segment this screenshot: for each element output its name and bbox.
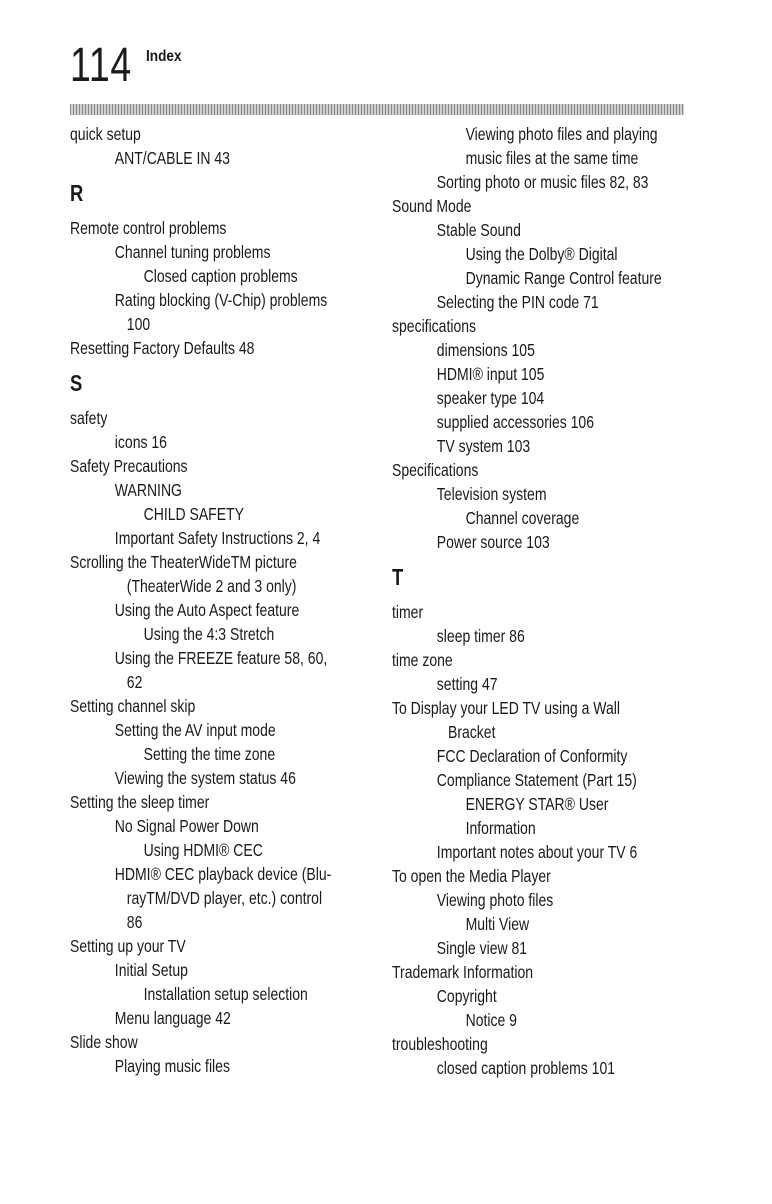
index-entry: Using the Auto Aspect feature bbox=[114, 600, 300, 620]
index-entry: Important notes about your TV 6 bbox=[436, 842, 638, 862]
index-entry: Resetting Factory Defaults 48 bbox=[70, 338, 255, 358]
index-entry: Television system bbox=[436, 484, 547, 504]
index-entry: time zone bbox=[392, 650, 453, 670]
index-entry: Safety Precautions bbox=[70, 456, 188, 476]
index-entry: timer bbox=[392, 602, 424, 622]
index-entry: Using the FREEZE feature 58, 60, bbox=[114, 648, 328, 668]
index-entry: troubleshooting bbox=[392, 1034, 488, 1054]
index-entry: Stable Sound bbox=[436, 220, 521, 240]
index-column-right bbox=[392, 122, 692, 1080]
index-entry: Setting channel skip bbox=[70, 696, 196, 716]
index-entry: Rating blocking (V-Chip) problems bbox=[114, 290, 328, 310]
index-entry: Slide show bbox=[70, 1032, 138, 1052]
index-entry: ANT/CABLE IN 43 bbox=[114, 148, 230, 168]
index-entry: music files at the same time bbox=[465, 148, 639, 168]
section-letter-t: T bbox=[392, 564, 404, 590]
index-entry: Setting the AV input mode bbox=[114, 720, 276, 740]
index-entry: Using HDMI® CEC bbox=[143, 840, 263, 860]
section-letter-s: S bbox=[70, 370, 83, 396]
index-entry: Installation setup selection bbox=[143, 984, 308, 1004]
index-entry: sleep timer 86 bbox=[436, 626, 525, 646]
index-entry: CHILD SAFETY bbox=[143, 504, 244, 524]
index-column-left bbox=[70, 122, 370, 1078]
section-letter-r: R bbox=[70, 180, 84, 206]
index-entry: dimensions 105 bbox=[436, 340, 535, 360]
index-entry: icons 16 bbox=[114, 432, 167, 452]
index-entry: Using the 4:3 Stretch bbox=[143, 624, 275, 644]
index-entry: Closed caption problems bbox=[143, 266, 298, 286]
index-entry: safety bbox=[70, 408, 108, 428]
index-entry: Viewing the system status 46 bbox=[114, 768, 296, 788]
index-entry: Channel tuning problems bbox=[114, 242, 271, 262]
index-entry: Sorting photo or music files 82, 83 bbox=[436, 172, 649, 192]
index-entry: Playing music files bbox=[114, 1056, 230, 1076]
index-entry: Compliance Statement (Part 15) bbox=[436, 770, 637, 790]
header-rule bbox=[70, 104, 684, 115]
index-entry: Specifications bbox=[392, 460, 479, 480]
index-entry: Important Safety Instructions 2, 4 bbox=[114, 528, 321, 548]
index-entry: WARNING bbox=[114, 480, 182, 500]
index-entry: HDMI® CEC playback device (Blu- bbox=[114, 864, 332, 884]
index-entry: (TheaterWide 2 and 3 only) bbox=[126, 576, 297, 596]
index-entry: Sound Mode bbox=[392, 196, 472, 216]
index-entry: Single view 81 bbox=[436, 938, 528, 958]
index-entry: speaker type 104 bbox=[436, 388, 545, 408]
index-entry: Notice 9 bbox=[465, 1010, 517, 1030]
index-entry: quick setup bbox=[70, 124, 141, 144]
index-entry: closed caption problems 101 bbox=[436, 1058, 616, 1078]
index-entry: Using the Dolby® Digital bbox=[465, 244, 618, 264]
index-entry: Dynamic Range Control feature bbox=[465, 268, 662, 288]
index-entry: Menu language 42 bbox=[114, 1008, 231, 1028]
index-entry: 86 bbox=[126, 912, 143, 932]
index-entry: Channel coverage bbox=[465, 508, 580, 528]
index-entry: Initial Setup bbox=[114, 960, 188, 980]
index-entry: 100 bbox=[126, 314, 151, 334]
index-entry: To Display your LED TV using a Wall bbox=[392, 698, 620, 718]
index-entry: No Signal Power Down bbox=[114, 816, 259, 836]
section-title: Index bbox=[146, 48, 182, 65]
index-entry: Remote control problems bbox=[70, 218, 227, 238]
index-entry: TV system 103 bbox=[436, 436, 531, 456]
index-entry: To open the Media Player bbox=[392, 866, 551, 886]
index-entry: 62 bbox=[126, 672, 143, 692]
index-entry: FCC Declaration of Conformity bbox=[436, 746, 628, 766]
index-entry: Power source 103 bbox=[436, 532, 550, 552]
index-entry: Viewing photo files and playing bbox=[465, 124, 658, 144]
index-entry: Setting the sleep timer bbox=[70, 792, 210, 812]
index-entry: supplied accessories 106 bbox=[436, 412, 595, 432]
index-entry: Trademark Information bbox=[392, 962, 534, 982]
index-entry: Setting the time zone bbox=[143, 744, 276, 764]
index-entry: Multi View bbox=[465, 914, 530, 934]
index-entry: Viewing photo files bbox=[436, 890, 554, 910]
index-entry: Copyright bbox=[436, 986, 497, 1006]
index-entry: setting 47 bbox=[436, 674, 498, 694]
index-entry: specifications bbox=[392, 316, 477, 336]
index-entry: Information bbox=[465, 818, 536, 838]
index-entry: HDMI® input 105 bbox=[436, 364, 545, 384]
index-entry: ENERGY STAR® User bbox=[465, 794, 609, 814]
index-entry: rayTM/DVD player, etc.) control bbox=[126, 888, 323, 908]
index-entry: Setting up your TV bbox=[70, 936, 186, 956]
index-entry: Scrolling the TheaterWideTM picture bbox=[70, 552, 297, 572]
page-number: 114 bbox=[70, 39, 133, 92]
index-entry: Bracket bbox=[448, 722, 496, 742]
index-entry: Selecting the PIN code 71 bbox=[436, 292, 599, 312]
